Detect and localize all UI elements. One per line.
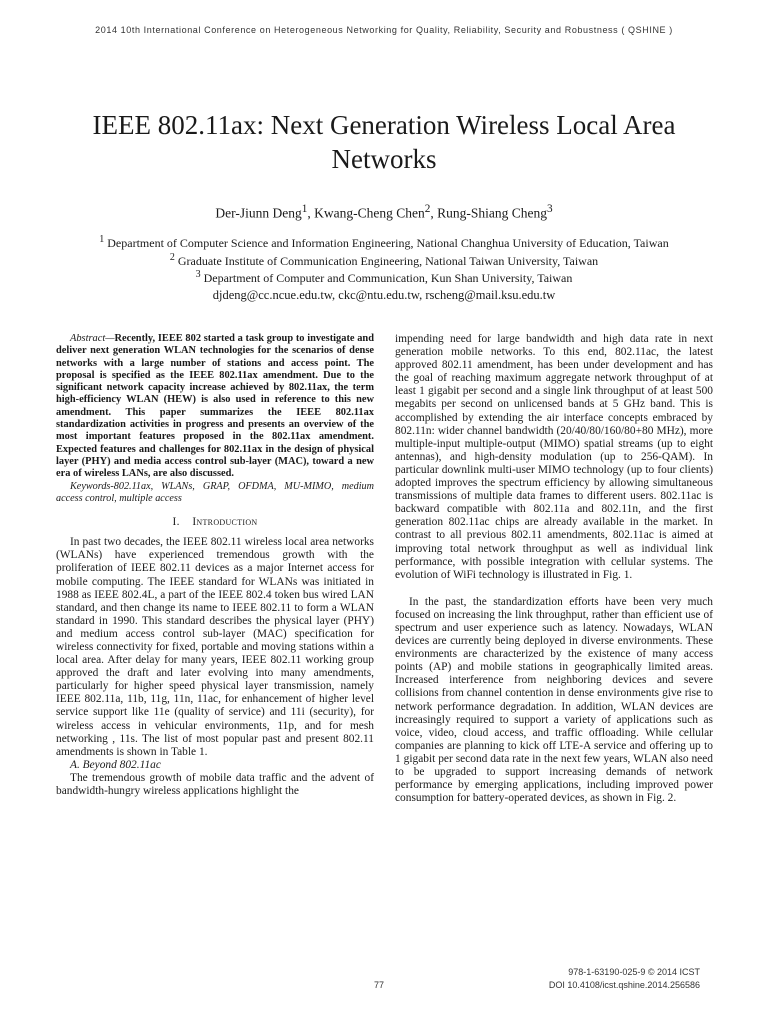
abstract (56, 333, 374, 481)
abstract-lead: Abstract (70, 333, 106, 344)
author-name: Rung-Shiang Cheng (437, 205, 547, 221)
section-heading (56, 516, 374, 529)
subsection-heading: A. Beyond 802.11ac (70, 758, 161, 771)
affiliation (0, 251, 768, 269)
author-separator: , (430, 205, 438, 221)
affiliation-superscript: 1 (99, 234, 105, 245)
affiliation-text: Department of Computer and Communication, Kun Shan University, Taiwan (203, 271, 573, 285)
author-superscript: 1 (301, 203, 308, 215)
affiliation-superscript: 2 (169, 251, 175, 263)
standardization-paragraph: In the past, the standardization efforts have been very much focused on increasing the link throughput, rather than efficient use of spectrum and user experience such as latency. Nowadays, WLAN devices are currently being deployed in diverse environments. These environments are characterized by the existence of many access points (AP) and mobile stations in geographically limited areas. Increased interference from neighboring devices and severe collisions from channel contention in dense environments give rise to network performance degradation. In addition, WLAN devices are increasingly required to support a variety of applications such as voice, video, cloud access, and traffic offloading. While cellular companies are planning to kick off LTE-A service and offering up to 1 gigabit per second data rate in the next few years, WLAN also need to be upgraded to support increasing demands of network performance by emerging applications, including improved power consumption for battery-operated devices, as shown in Fig. 2. (395, 595, 713, 805)
affiliation-list (0, 233, 768, 286)
continued-paragraph: impending need for large bandwidth and high data rate in next generation mobile networks. To this end, 802.11ac, the latest approved 802.11 amendment, has been under development and has the goal of reaching maximum aggregate network throughput of at least 1 gigabit per second and a single link throughput of at least 500 megabits per second on unlicensed bands at 5 GHz band. This is accomplished by extending the air interface concepts embraced by 802.11n: wider channel bandwidth (20/40/80/160/80+80 MHz), more multiple-input multiple-output (MIMO) spatial streams (up to eight antennas), and high-density modulation (up to 256-QAM). In particular downlink multi-user MIMO technology (up to four clients) adopted improves the spectrum efficiency by allowing simultaneous transmissions of multiple data frames to different users. 802.11ac is backward compatible with 802.11a and 802.11n, and the first generation 802.11ac chips are already available in the market. In contrast to all previous 802.11 amendments, 802.11ac is aimed at improving total network throughput as well as individual link performance, with possible integration with cellular systems. The evolution of WiFi technology is illustrated in Fig. 1. (395, 333, 713, 581)
author-separator: , (307, 205, 315, 221)
author-superscript: 3 (546, 203, 553, 215)
affiliation-text: Department of Computer Science and Information Engineering, National Changhua University of Education, Taiwan (107, 236, 669, 250)
beyond-paragraph: The tremendous growth of mobile data traffic and the advent of bandwidth-hungry wireless applications highlight the (56, 771, 374, 798)
footer-isbn: 978-1-63190-025-9 © 2014 ICST (568, 967, 700, 977)
right-column (395, 333, 713, 805)
affiliation-text: Graduate Institute of Communication Engineering, National Taiwan University, Taiwan (177, 253, 599, 268)
intro-paragraph: In past two decades, the IEEE 802.11 wireless local area networks (WLANs) have experienced tremendous growth with the proliferation of IEEE 802.11 devices as a major Internet access for mobile computing. The IEEE standard for WLANs was initiated in 1988 as IEEE 802.4L, a part of the IEEE 802.4 token bus wired LAN standard, and then change its name to IEEE 802.11 to form a WLAN standard in 1990. This standard describes the physical layer (PHY) and medium access control sub-layer (MAC) specification for wireless connectivity for fixed, portable and moving stations within a local area. After delay for many years, IEEE 802.11 working group approved the draft and later evolving into many amendments, particularly for higher speed physical layer transmission, namely IEEE 802.11a, 11b, 11g, 11n, 11ac, for enhancement of higher level service support like 11e (quality of service) and 11i (security), for wireless access in vehicular environments, 11p, and for mesh networking , 11s. The list of most popular past and present 802.11 amendments is shown in Table 1. (56, 536, 374, 758)
abstract-body: Recently, IEEE 802 started a task group to investigate and deliver next generation WLAN technologies for the scenarios of dense networks with a large number of stations and access point. The proposal is specified as the IEEE 802.11ax amendment. Due to the significant network capacity increase achieved by 802.11ax, the term high-efficiency WLAN (HEW) is also used in reference to this new amendment. This paper summarizes the IEEE 802.11ax standardization activities in progress and presents an overview of the most important features proposed in the 802.11ax amendment. Expected features and challenges for 802.11ax in the design of physical layer (PHY) and media access control sub-layer (MAC), toward a new era of wireless LANs, are also discussed. (56, 333, 374, 480)
author-superscript: 2 (424, 203, 431, 215)
affiliation-superscript: 3 (195, 269, 201, 280)
left-column (56, 333, 374, 798)
footer-doi: DOI 10.4108/icst.qshine.2014.256586 (548, 980, 700, 990)
affiliation (0, 268, 768, 286)
author-list (0, 203, 768, 222)
keywords: Keywords-802.11ax, WLANs, GRAP, OFDMA, MU-MIMO, medium access control, multiple access (56, 480, 374, 504)
conference-header: 2014 10th International Conference on Heterogeneous Networking for Quality, Reliability, Security and Robustness ( QSHINE ) (95, 25, 673, 35)
paper-title: IEEE 802.11ax: Next Generation Wireless Local Area Networks (92, 110, 676, 174)
section-number: I. (172, 516, 180, 529)
section-title: Introduction (192, 516, 258, 529)
author-name: Der-Jiunn Deng (215, 205, 302, 221)
abstract-dash: — (105, 333, 115, 344)
author-emails: djdeng@cc.ncue.edu.tw, ckc@ntu.edu.tw, rscheng@mail.ksu.edu.tw (212, 288, 556, 302)
page-number: 77 (374, 980, 385, 990)
affiliation (0, 233, 768, 251)
author-name: Kwang-Cheng Chen (314, 205, 425, 221)
